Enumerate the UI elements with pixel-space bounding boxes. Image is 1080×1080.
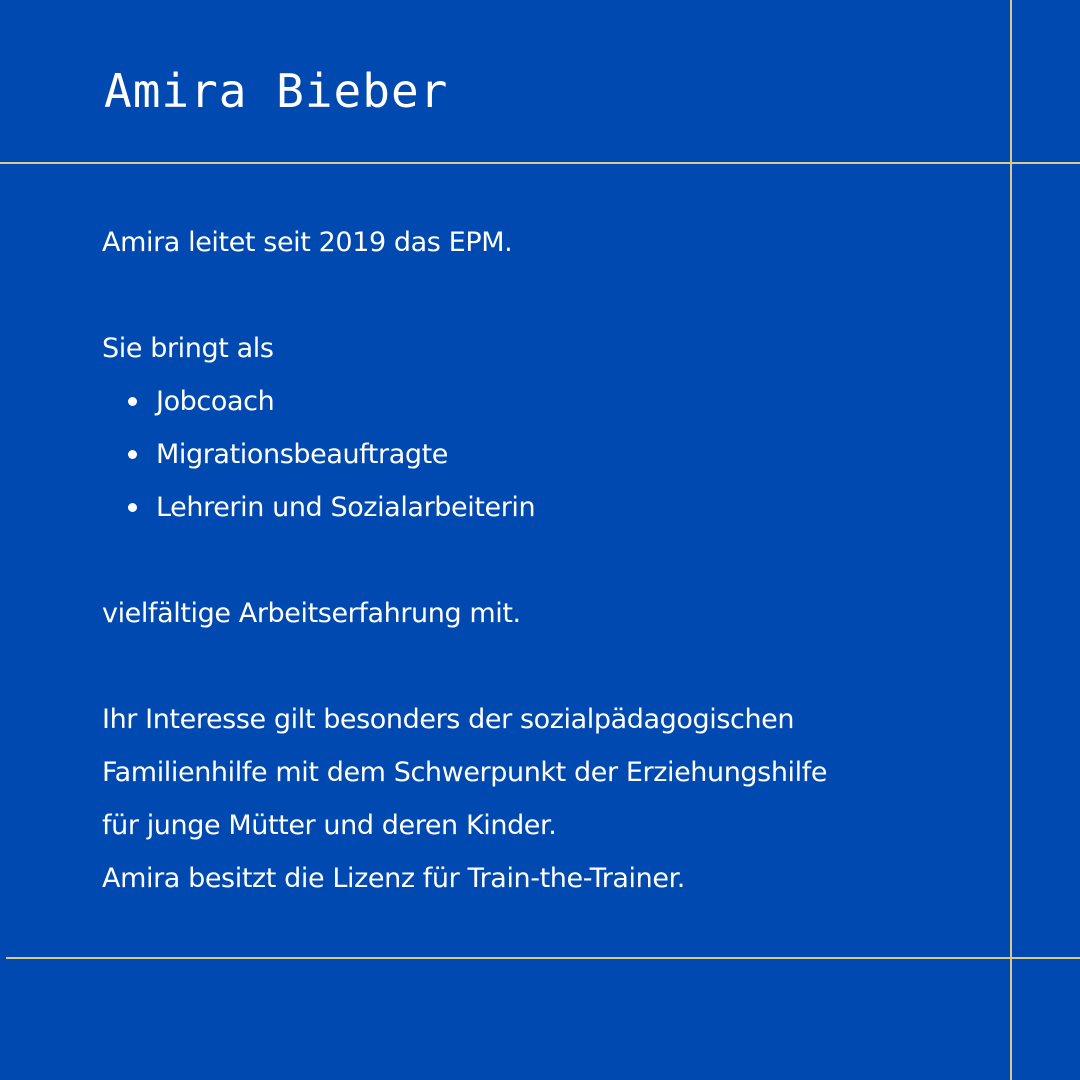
license-text: Amira besitzt die Lizenz für Train-the-Trainer. (102, 863, 685, 894)
bullet-icon (128, 450, 137, 459)
roles-lead-text: Sie bringt als (102, 333, 274, 364)
bottom-divider-line (6, 957, 1080, 959)
right-vertical-line (1010, 0, 1012, 1080)
list-item (102, 375, 982, 428)
interest-line: Ihr Interesse gilt besonders der sozialpädagogischen (102, 704, 795, 735)
interest-line: für junge Mütter und deren Kinder. (102, 810, 557, 841)
interest-line: Familienhilfe mit dem Schwerpunkt der Erziehungshilfe (102, 757, 828, 788)
spacer (102, 640, 982, 693)
list-item-label: Migrationsbeauftragte (156, 439, 448, 470)
list-item (102, 481, 982, 534)
profile-text (102, 216, 982, 905)
spacer (102, 269, 982, 322)
list-item-label: Lehrerin und Sozialarbeiterin (156, 492, 536, 523)
roles-tail-text: vielfältige Arbeitserfahrung mit. (102, 598, 521, 629)
list-item (102, 428, 982, 481)
intro-text: Amira leitet seit 2019 das EPM. (102, 227, 513, 258)
roles-list (102, 375, 982, 534)
spacer (102, 534, 982, 587)
list-item-label: Jobcoach (156, 386, 275, 417)
bullet-icon (128, 397, 137, 406)
bullet-icon (128, 503, 137, 512)
top-divider-line (0, 162, 1080, 164)
page-title: Amira Bieber (104, 64, 449, 118)
